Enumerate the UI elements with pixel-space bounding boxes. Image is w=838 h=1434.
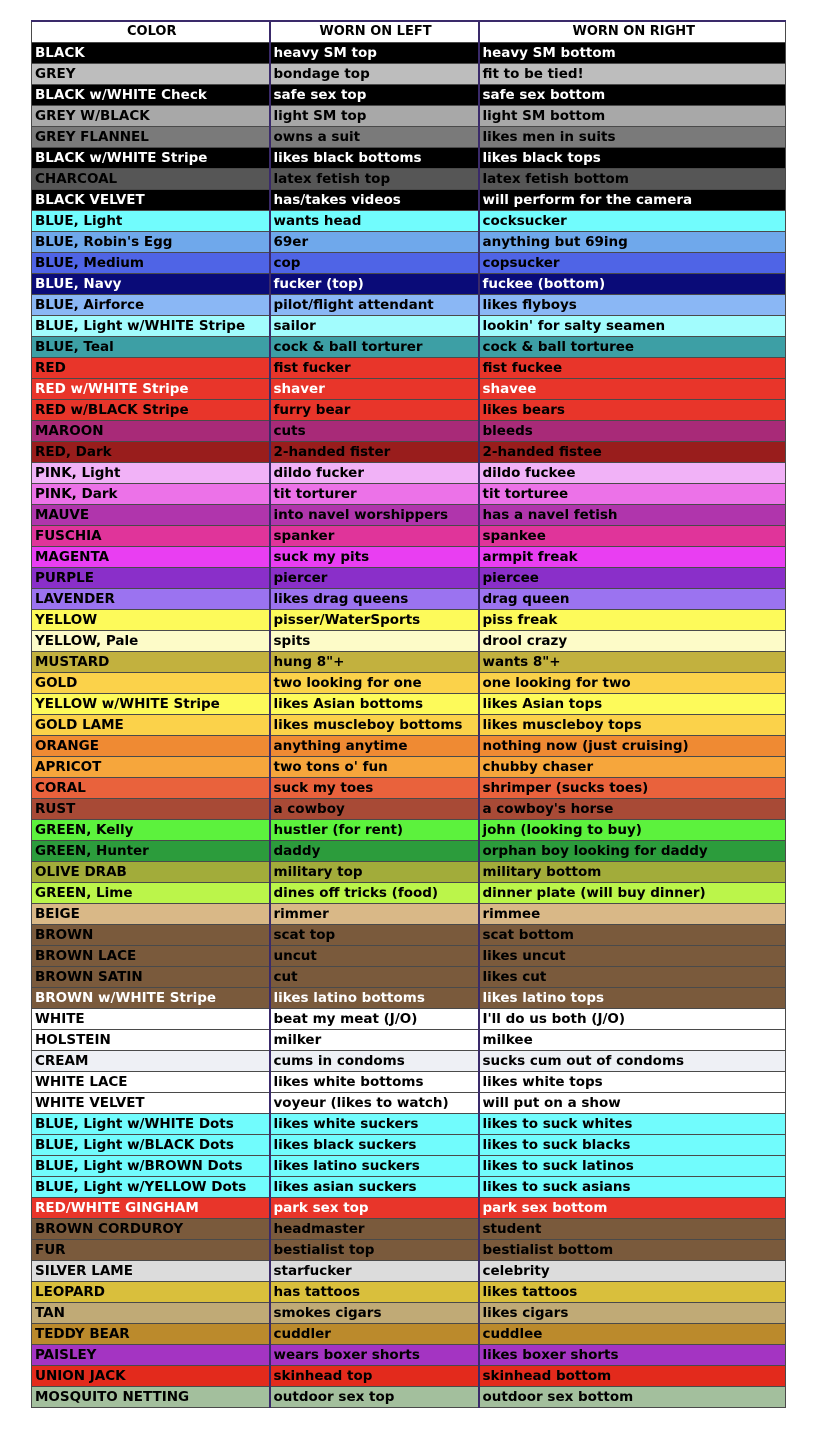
left-cell: spits (270, 631, 479, 652)
color-cell: RED w/BLACK Stripe (32, 400, 270, 421)
table-row (32, 337, 786, 358)
right-cell: anything but 69ing (479, 232, 786, 253)
table-row (32, 43, 786, 64)
right-cell: bestialist bottom (479, 1240, 786, 1261)
left-cell: beat my meat (J/O) (270, 1009, 479, 1030)
table-row (32, 673, 786, 694)
right-cell: one looking for two (479, 673, 786, 694)
left-cell: piercer (270, 568, 479, 589)
left-cell: hustler (for rent) (270, 820, 479, 841)
left-cell: smokes cigars (270, 1303, 479, 1324)
left-cell: park sex top (270, 1198, 479, 1219)
table-row (32, 253, 786, 274)
color-cell: GREEN, Lime (32, 883, 270, 904)
color-cell: BLUE, Airforce (32, 295, 270, 316)
right-cell: likes Asian tops (479, 694, 786, 715)
color-cell: PURPLE (32, 568, 270, 589)
table-row (32, 274, 786, 295)
right-cell: fist fuckee (479, 358, 786, 379)
table-row (32, 295, 786, 316)
left-cell: safe sex top (270, 85, 479, 106)
right-cell: armpit freak (479, 547, 786, 568)
right-cell: drool crazy (479, 631, 786, 652)
color-cell: BLUE, Light w/WHITE Dots (32, 1114, 270, 1135)
left-cell: likes white bottoms (270, 1072, 479, 1093)
left-cell: has tattoos (270, 1282, 479, 1303)
left-cell: cuts (270, 421, 479, 442)
color-cell: WHITE LACE (32, 1072, 270, 1093)
color-cell: CREAM (32, 1051, 270, 1072)
table-row (32, 862, 786, 883)
table-row (32, 358, 786, 379)
color-cell: RED (32, 358, 270, 379)
table-row (32, 64, 786, 85)
right-cell: safe sex bottom (479, 85, 786, 106)
right-cell: dildo fuckee (479, 463, 786, 484)
left-cell: likes white suckers (270, 1114, 479, 1135)
right-cell: wants 8"+ (479, 652, 786, 673)
color-cell: GOLD (32, 673, 270, 694)
left-cell: heavy SM top (270, 43, 479, 64)
table-row (32, 904, 786, 925)
left-cell: cums in condoms (270, 1051, 479, 1072)
color-cell: UNION JACK (32, 1366, 270, 1387)
table-row (32, 778, 786, 799)
left-cell: likes latino bottoms (270, 988, 479, 1009)
right-cell: sucks cum out of condoms (479, 1051, 786, 1072)
right-cell: light SM bottom (479, 106, 786, 127)
right-cell: fuckee (bottom) (479, 274, 786, 295)
table-body (32, 43, 786, 1408)
left-cell: 2-handed fister (270, 442, 479, 463)
table-row (32, 1303, 786, 1324)
color-cell: ORANGE (32, 736, 270, 757)
table-row (32, 1387, 786, 1408)
table-row (32, 841, 786, 862)
table-row (32, 1219, 786, 1240)
right-cell: orphan boy looking for daddy (479, 841, 786, 862)
table-row (32, 946, 786, 967)
table-row (32, 190, 786, 211)
color-cell: CHARCOAL (32, 169, 270, 190)
color-cell: OLIVE DRAB (32, 862, 270, 883)
left-cell: daddy (270, 841, 479, 862)
left-cell: fucker (top) (270, 274, 479, 295)
left-cell: likes asian suckers (270, 1177, 479, 1198)
table-row (32, 1051, 786, 1072)
table-row (32, 169, 786, 190)
table-row (32, 568, 786, 589)
table-row (32, 967, 786, 988)
right-cell: tit torturee (479, 484, 786, 505)
color-cell: MAGENTA (32, 547, 270, 568)
color-cell: MUSTARD (32, 652, 270, 673)
header-row (32, 21, 786, 43)
left-cell: skinhead top (270, 1366, 479, 1387)
right-cell: likes men in suits (479, 127, 786, 148)
table-row (32, 883, 786, 904)
left-cell: owns a suit (270, 127, 479, 148)
color-cell: BLUE, Robin's Egg (32, 232, 270, 253)
right-cell: will perform for the camera (479, 190, 786, 211)
right-cell: spankee (479, 526, 786, 547)
right-cell: milkee (479, 1030, 786, 1051)
color-cell: BROWN w/WHITE Stripe (32, 988, 270, 1009)
right-cell: latex fetish bottom (479, 169, 786, 190)
left-cell: likes drag queens (270, 589, 479, 610)
right-cell: likes to suck asians (479, 1177, 786, 1198)
left-cell: a cowboy (270, 799, 479, 820)
right-cell: likes white tops (479, 1072, 786, 1093)
color-cell: BLACK VELVET (32, 190, 270, 211)
right-cell: john (looking to buy) (479, 820, 786, 841)
right-cell: skinhead bottom (479, 1366, 786, 1387)
color-cell: BROWN CORDUROY (32, 1219, 270, 1240)
left-cell: cuddler (270, 1324, 479, 1345)
table-row (32, 1366, 786, 1387)
color-cell: BLUE, Light w/BROWN Dots (32, 1156, 270, 1177)
table-row (32, 799, 786, 820)
left-cell: 69er (270, 232, 479, 253)
left-cell: headmaster (270, 1219, 479, 1240)
right-cell: likes black tops (479, 148, 786, 169)
right-cell: likes boxer shorts (479, 1345, 786, 1366)
table-row (32, 85, 786, 106)
left-cell: sailor (270, 316, 479, 337)
table-row (32, 589, 786, 610)
left-cell: anything anytime (270, 736, 479, 757)
color-cell: WHITE VELVET (32, 1093, 270, 1114)
color-cell: RED/WHITE GINGHAM (32, 1198, 270, 1219)
color-cell: SILVER LAME (32, 1261, 270, 1282)
left-cell: two tons o' fun (270, 757, 479, 778)
color-cell: FUR (32, 1240, 270, 1261)
right-cell: piss freak (479, 610, 786, 631)
table-row (32, 694, 786, 715)
left-cell: bestialist top (270, 1240, 479, 1261)
right-cell: likes bears (479, 400, 786, 421)
right-cell: outdoor sex bottom (479, 1387, 786, 1408)
table-row (32, 232, 786, 253)
right-cell: scat bottom (479, 925, 786, 946)
right-cell: shavee (479, 379, 786, 400)
table-row (32, 400, 786, 421)
table-row (32, 1261, 786, 1282)
color-cell: PAISLEY (32, 1345, 270, 1366)
table-row (32, 379, 786, 400)
color-cell: GOLD LAME (32, 715, 270, 736)
right-cell: student (479, 1219, 786, 1240)
right-cell: cocksucker (479, 211, 786, 232)
color-cell: BLACK (32, 43, 270, 64)
table-row (32, 526, 786, 547)
left-cell: starfucker (270, 1261, 479, 1282)
table-row (32, 1177, 786, 1198)
color-cell: MAROON (32, 421, 270, 442)
table-row (32, 148, 786, 169)
left-cell: military top (270, 862, 479, 883)
right-cell: likes to suck latinos (479, 1156, 786, 1177)
color-cell: MOSQUITO NETTING (32, 1387, 270, 1408)
table-row (32, 736, 786, 757)
table-row (32, 1009, 786, 1030)
table-row (32, 421, 786, 442)
color-cell: YELLOW w/WHITE Stripe (32, 694, 270, 715)
table-row (32, 1345, 786, 1366)
color-cell: PINK, Dark (32, 484, 270, 505)
left-cell: cop (270, 253, 479, 274)
left-cell: likes latino suckers (270, 1156, 479, 1177)
color-cell: APRICOT (32, 757, 270, 778)
color-cell: BLUE, Light w/WHITE Stripe (32, 316, 270, 337)
color-cell: BLUE, Navy (32, 274, 270, 295)
right-cell: will put on a show (479, 1093, 786, 1114)
right-cell: rimmee (479, 904, 786, 925)
color-cell: YELLOW, Pale (32, 631, 270, 652)
color-cell: BLUE, Light w/YELLOW Dots (32, 1177, 270, 1198)
table-row (32, 1324, 786, 1345)
left-cell: suck my toes (270, 778, 479, 799)
table-row (32, 505, 786, 526)
table-row (32, 1135, 786, 1156)
right-cell: likes uncut (479, 946, 786, 967)
left-cell: hung 8"+ (270, 652, 479, 673)
left-cell: uncut (270, 946, 479, 967)
color-cell: HOLSTEIN (32, 1030, 270, 1051)
right-cell: piercee (479, 568, 786, 589)
right-cell: likes cigars (479, 1303, 786, 1324)
right-cell: 2-handed fistee (479, 442, 786, 463)
left-column-header: WORN ON LEFT (270, 21, 479, 43)
color-column-header: COLOR (32, 21, 270, 43)
table-row (32, 631, 786, 652)
right-cell: a cowboy's horse (479, 799, 786, 820)
right-column-header: WORN ON RIGHT (479, 21, 786, 43)
color-cell: BROWN SATIN (32, 967, 270, 988)
left-cell: furry bear (270, 400, 479, 421)
table-row (32, 988, 786, 1009)
color-cell: WHITE (32, 1009, 270, 1030)
color-cell: GREEN, Kelly (32, 820, 270, 841)
right-cell: likes to suck blacks (479, 1135, 786, 1156)
color-cell: TAN (32, 1303, 270, 1324)
left-cell: latex fetish top (270, 169, 479, 190)
color-cell: LAVENDER (32, 589, 270, 610)
right-cell: likes flyboys (479, 295, 786, 316)
right-cell: heavy SM bottom (479, 43, 786, 64)
left-cell: cut (270, 967, 479, 988)
color-cell: GREY FLANNEL (32, 127, 270, 148)
color-cell: BLUE, Medium (32, 253, 270, 274)
right-cell: fit to be tied! (479, 64, 786, 85)
table-row (32, 925, 786, 946)
left-cell: fist fucker (270, 358, 479, 379)
hanky-code-table (31, 20, 786, 1408)
color-cell: BROWN (32, 925, 270, 946)
left-cell: light SM top (270, 106, 479, 127)
right-cell: copsucker (479, 253, 786, 274)
color-cell: RUST (32, 799, 270, 820)
table-row (32, 1030, 786, 1051)
right-cell: likes latino tops (479, 988, 786, 1009)
left-cell: likes black suckers (270, 1135, 479, 1156)
table-row (32, 1240, 786, 1261)
color-cell: GREY W/BLACK (32, 106, 270, 127)
table-row (32, 463, 786, 484)
right-cell: chubby chaser (479, 757, 786, 778)
color-cell: GREEN, Hunter (32, 841, 270, 862)
color-cell: BLUE, Teal (32, 337, 270, 358)
right-cell: I'll do us both (J/O) (479, 1009, 786, 1030)
left-cell: wears boxer shorts (270, 1345, 479, 1366)
table-row (32, 1282, 786, 1303)
table-row (32, 442, 786, 463)
color-cell: TEDDY BEAR (32, 1324, 270, 1345)
left-cell: suck my pits (270, 547, 479, 568)
right-cell: has a navel fetish (479, 505, 786, 526)
right-cell: likes muscleboy tops (479, 715, 786, 736)
right-cell: nothing now (just cruising) (479, 736, 786, 757)
table-row (32, 1198, 786, 1219)
right-cell: cock & ball torturee (479, 337, 786, 358)
left-cell: wants head (270, 211, 479, 232)
color-cell: YELLOW (32, 610, 270, 631)
left-cell: cock & ball torturer (270, 337, 479, 358)
color-cell: CORAL (32, 778, 270, 799)
right-cell: dinner plate (will buy dinner) (479, 883, 786, 904)
table-row (32, 820, 786, 841)
right-cell: drag queen (479, 589, 786, 610)
table-row (32, 484, 786, 505)
right-cell: bleeds (479, 421, 786, 442)
left-cell: dines off tricks (food) (270, 883, 479, 904)
color-cell: PINK, Light (32, 463, 270, 484)
color-cell: BLACK w/WHITE Check (32, 85, 270, 106)
table-row (32, 1072, 786, 1093)
right-cell: celebrity (479, 1261, 786, 1282)
table-row (32, 547, 786, 568)
left-cell: pilot/flight attendant (270, 295, 479, 316)
right-cell: shrimper (sucks toes) (479, 778, 786, 799)
left-cell: has/takes videos (270, 190, 479, 211)
color-cell: FUSCHIA (32, 526, 270, 547)
color-cell: MAUVE (32, 505, 270, 526)
table-row (32, 757, 786, 778)
table-row (32, 106, 786, 127)
left-cell: bondage top (270, 64, 479, 85)
right-cell: lookin' for salty seamen (479, 316, 786, 337)
left-cell: likes muscleboy bottoms (270, 715, 479, 736)
table-row (32, 211, 786, 232)
right-cell: likes to suck whites (479, 1114, 786, 1135)
table-row (32, 1093, 786, 1114)
color-cell: BEIGE (32, 904, 270, 925)
left-cell: two looking for one (270, 673, 479, 694)
left-cell: scat top (270, 925, 479, 946)
table-row (32, 316, 786, 337)
color-cell: BLUE, Light (32, 211, 270, 232)
color-cell: BLUE, Light w/BLACK Dots (32, 1135, 270, 1156)
left-cell: into navel worshippers (270, 505, 479, 526)
table-row (32, 127, 786, 148)
color-cell: RED, Dark (32, 442, 270, 463)
left-cell: rimmer (270, 904, 479, 925)
right-cell: military bottom (479, 862, 786, 883)
table-row (32, 652, 786, 673)
right-cell: cuddlee (479, 1324, 786, 1345)
color-cell: GREY (32, 64, 270, 85)
left-cell: dildo fucker (270, 463, 479, 484)
right-cell: likes cut (479, 967, 786, 988)
left-cell: likes Asian bottoms (270, 694, 479, 715)
left-cell: milker (270, 1030, 479, 1051)
color-cell: BROWN LACE (32, 946, 270, 967)
left-cell: pisser/WaterSports (270, 610, 479, 631)
table-row (32, 1156, 786, 1177)
left-cell: likes black bottoms (270, 148, 479, 169)
right-cell: likes tattoos (479, 1282, 786, 1303)
left-cell: outdoor sex top (270, 1387, 479, 1408)
left-cell: tit torturer (270, 484, 479, 505)
table-row (32, 715, 786, 736)
left-cell: shaver (270, 379, 479, 400)
left-cell: spanker (270, 526, 479, 547)
table-row (32, 1114, 786, 1135)
color-cell: RED w/WHITE Stripe (32, 379, 270, 400)
color-cell: BLACK w/WHITE Stripe (32, 148, 270, 169)
table-row (32, 610, 786, 631)
right-cell: park sex bottom (479, 1198, 786, 1219)
left-cell: voyeur (likes to watch) (270, 1093, 479, 1114)
color-cell: LEOPARD (32, 1282, 270, 1303)
